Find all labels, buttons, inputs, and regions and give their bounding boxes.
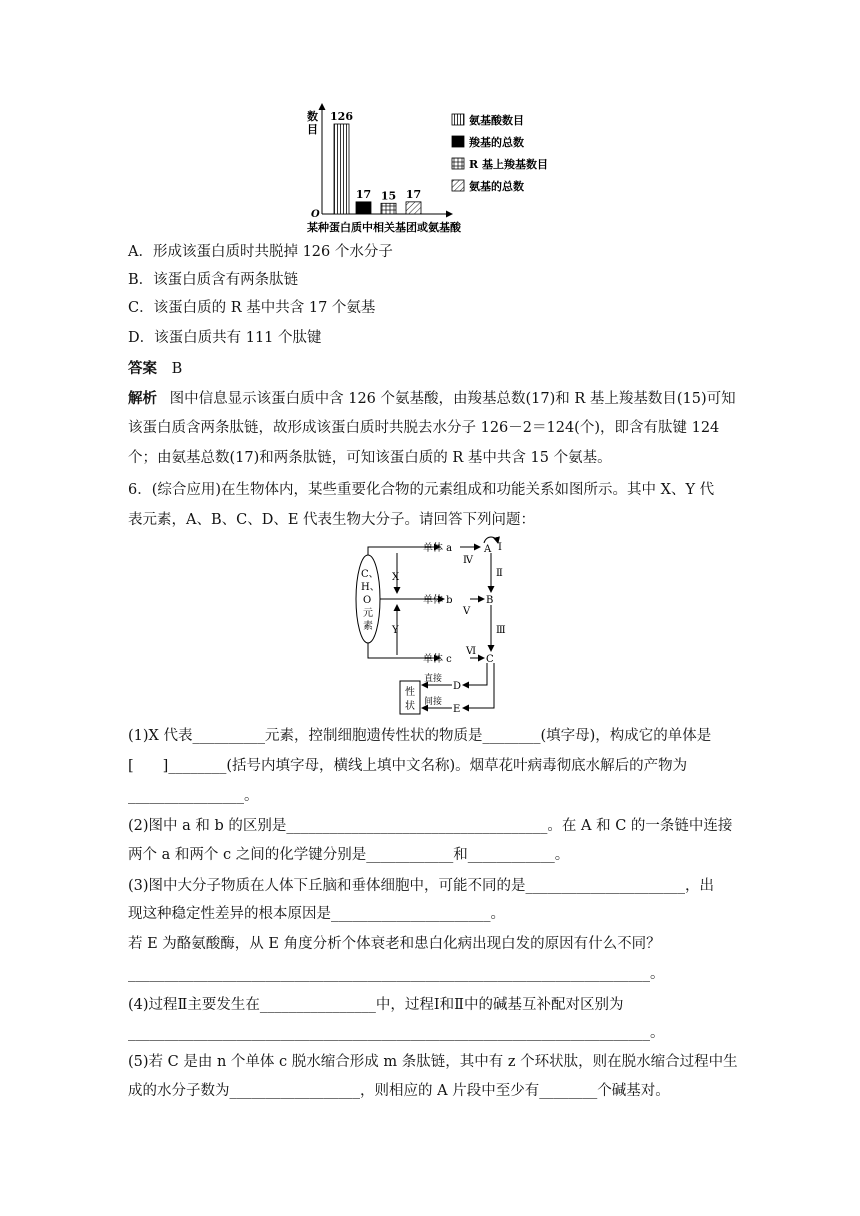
C-to-D-arrow [463,663,487,685]
node-A: A [484,544,492,555]
legend-swatch-1 [452,114,464,125]
roman-I: Ⅰ [498,542,502,553]
bar-3 [381,203,396,214]
q3-line-4: ________________________________________________________________________。 [128,966,665,982]
monomer-a-label: 单体 a [423,543,453,554]
q2-line-1: (2)图中 a 和 b 的区别是____________________________________。在 A 和 C 的一条链中连接 [128,818,733,834]
ellipse-text-5: 素 [363,621,373,632]
q3-line-2: 现这种稳定性差异的根本原因是______________________。 [128,906,505,922]
bar-value-label-1: 126 [330,110,353,123]
flow-diagram [0,535,860,725]
analysis-line-3: 个；由氨基总数(17)和两条肽链，可知该蛋白质的 R 基中共含 15 个氨基。 [128,450,612,466]
bar-value-label-4: 17 [405,187,422,201]
legend-swatch-2 [452,136,464,147]
legend-label-3: R 基上羧基数目 [469,158,548,171]
ellipse-text-4: 元 [363,608,373,619]
roman-IV: Ⅳ [463,555,473,566]
option-b: B．该蛋白质含有两条肽链 [128,272,299,288]
answer-label: 答案 [128,360,157,377]
answer-value: B [171,361,183,377]
replication-loop [484,537,498,543]
legend-label-2: 羧基的总数 [469,136,524,149]
monomer-b-label: 单体 b [423,595,453,606]
q1-line-3: ________________。 [128,788,259,804]
bar-value-label-3: 15 [380,189,397,203]
roman-VI: Ⅵ [466,646,477,657]
trait-text-2: 状 [405,701,415,712]
bar-chart [0,0,860,240]
y-axis-label-2: 目 [307,123,318,136]
label-direct: 直接 [424,674,443,684]
label-x: X [392,572,400,583]
node-D: D [453,681,462,692]
bar-value-label-2: 17 [355,187,372,201]
label-indirect: 间接 [424,697,443,707]
node-B: B [486,595,494,606]
q2-line-2: 两个 a 和两个 c 之间的化学键分别是____________和____________。 [128,847,570,863]
origin-label: O [311,209,320,220]
analysis-line-1 [128,389,736,409]
monomer-c-label: 单体 c [423,654,452,665]
option-d: D．该蛋白质共有 111 个肽键 [128,330,322,346]
bar-1 [334,124,349,214]
bar-2 [356,202,371,214]
legend-label-1: 氨基酸数目 [469,114,524,127]
x-axis-label: 某种蛋白质中相关基团或氨基酸 [307,221,461,234]
q3-line-1: (3)图中大分子物质在人体下丘脑和垂体细胞中，可能不同的是______________________，出 [128,878,715,894]
ellipse-text-3: O [363,595,372,606]
roman-III: Ⅲ [496,625,506,636]
trait-text-1: 性 [405,687,415,698]
q5-line-2: 成的水分子数为__________________，则相应的 A 片段中至少有________个碱基对。 [128,1083,670,1099]
q1-line-2: [ ]________(括号内填字母，横线上填中文名称)。烟草花叶病毒彻底水解后的产物为 [128,758,688,774]
roman-V: Ⅴ [463,606,471,617]
answer-line [128,359,182,379]
node-E: E [453,704,461,715]
bar-4 [406,202,421,214]
label-y: Y [392,625,399,636]
node-C: C [486,654,494,665]
q5-line-1: (5)若 C 是由 n 个单体 c 脱水缩合形成 m 条肽链，其中有 z 个环状肽，则在脱水缩合过程中生 [128,1054,738,1070]
question-6-line-1: 6．(综合应用)在生物体内，某些重要化合物的元素组成和功能关系如图所示。其中 X、Y 代 [128,482,715,498]
analysis-line-2: 该蛋白质含两条肽链，故形成该蛋白质时共脱去水分子 126－2＝124(个)，即含有肽键 124 [128,420,720,436]
roman-II: Ⅱ [496,568,503,579]
legend-label-4: 氨基的总数 [469,180,524,193]
analysis-label: 解析 [128,390,157,407]
ellipse-text-2: H、 [361,582,380,593]
y-axis-label-1: 数 [307,110,318,123]
q3-line-3: 若 E 为酪氨酸酶，从 E 角度分析个体衰老和患白化病出现白发的原因有什么不同？ [128,936,661,952]
q1-line-1: (1)X 代表__________元素，控制细胞遗传性状的物质是________(填字母)，构成它的单体是 [128,728,712,744]
legend-swatch-4 [452,180,464,191]
option-c: C．该蛋白质的 R 基中共含 17 个氨基 [128,300,376,316]
legend-swatch-3 [452,158,464,169]
q4-line-2: ________________________________________________________________________。 [128,1025,665,1041]
option-a: A．形成该蛋白质时共脱掉 126 个水分子 [128,244,393,260]
ellipse-text-1: C、 [361,569,379,580]
analysis-text-1: 图中信息显示该蛋白质中含 126 个氨基酸，由羧基总数(17)和 R 基上羧基数目(15)可知 [169,391,736,407]
q4-line-1: (4)过程Ⅱ主要发生在________________中，过程Ⅰ和Ⅱ中的碱基互补配对区别为 [128,997,624,1013]
question-6-line-2: 表元素，A、B、C、D、E 代表生物大分子。请回答下列问题： [128,512,536,528]
